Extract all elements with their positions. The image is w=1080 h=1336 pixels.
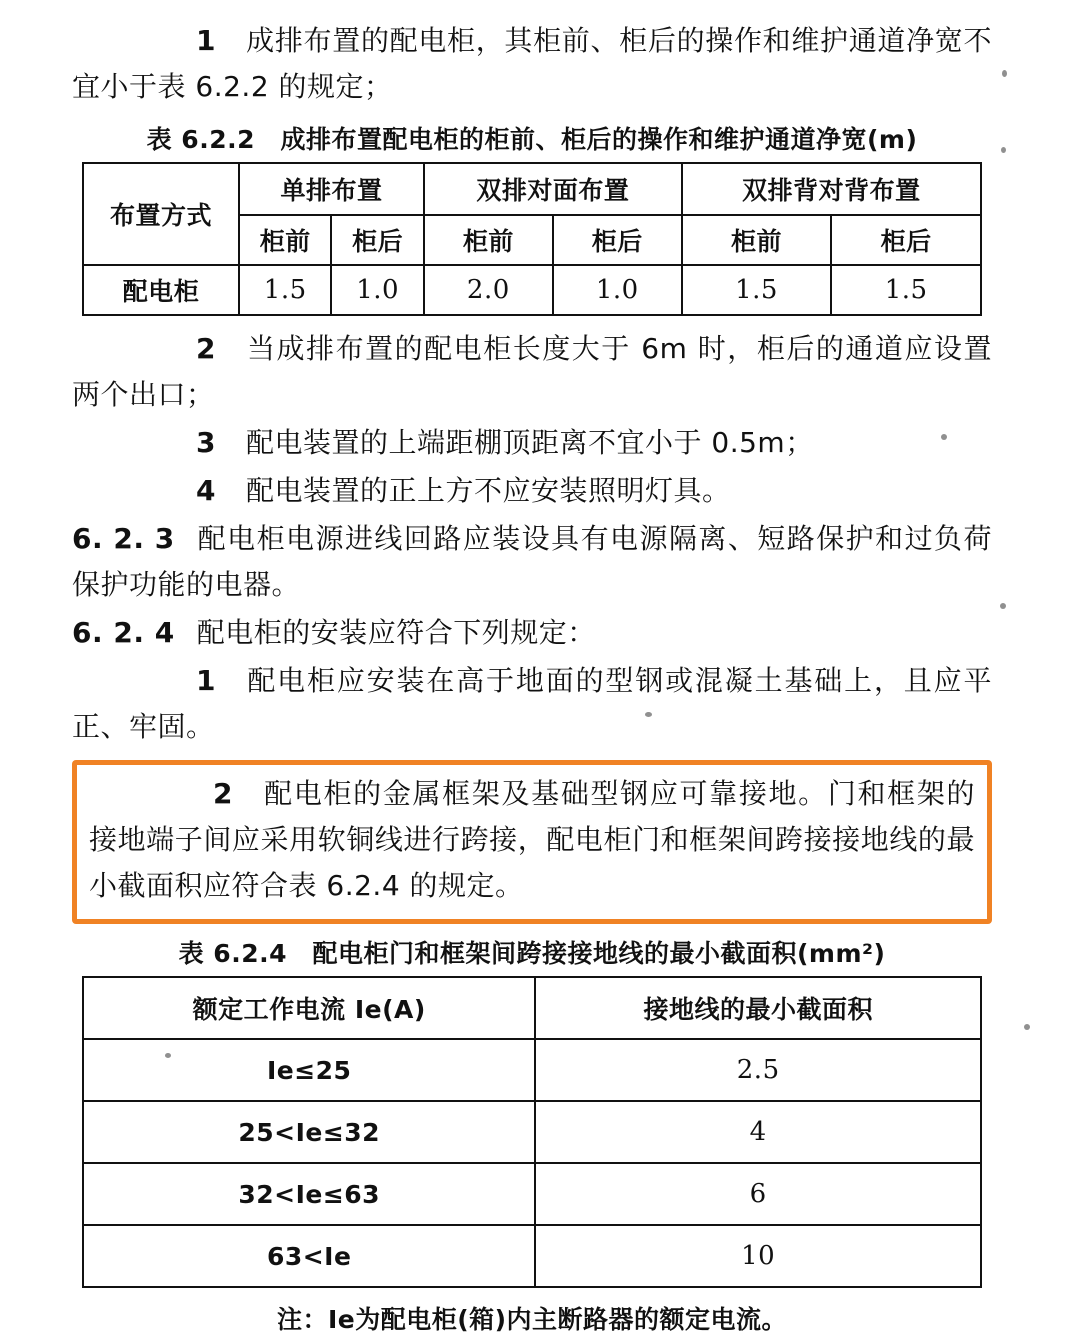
table-624-cell-area: 10 bbox=[535, 1225, 981, 1287]
paragraph-item-4 bbox=[72, 468, 992, 514]
paragraph-number: 2 bbox=[213, 777, 233, 810]
table-row bbox=[83, 1225, 981, 1287]
paragraph-text: 配电柜应安装在高于地面的型钢或混凝土基础上，且应平正、牢固。 bbox=[72, 664, 992, 743]
scan-speck bbox=[1024, 1024, 1030, 1030]
table-622-sub-header: 柜前 bbox=[239, 215, 331, 265]
table-622-sub-header: 柜前 bbox=[424, 215, 553, 265]
table-624-cell-area: 6 bbox=[535, 1163, 981, 1225]
table-622-cell: 1.5 bbox=[682, 265, 832, 315]
paragraph-text: 成排布置的配电柜，其柜前、柜后的操作和维护通道净宽不宜小于表 6.2.2 的规定； bbox=[72, 24, 992, 103]
table-622-sub-header: 柜后 bbox=[553, 215, 682, 265]
paragraph-text: 配电装置的上端距棚顶距离不宜小于 0.5m； bbox=[245, 426, 814, 459]
clause-text: 配电柜的安装应符合下列规定： bbox=[196, 616, 596, 649]
clause-number: 6. 2. 4 bbox=[72, 616, 175, 649]
paragraph-clause-6-2-3 bbox=[72, 516, 992, 608]
table-row bbox=[83, 163, 981, 215]
table-622-sub-header: 柜后 bbox=[331, 215, 423, 265]
table-622-group-header: 双排对面布置 bbox=[424, 163, 682, 215]
paragraph-item-1 bbox=[72, 18, 992, 110]
table-row bbox=[83, 977, 981, 1039]
table-622-cell: 1.5 bbox=[831, 265, 981, 315]
table-624-header: 接地线的最小截面积 bbox=[535, 977, 981, 1039]
paragraph-item-3 bbox=[72, 420, 992, 466]
table-row bbox=[83, 1101, 981, 1163]
table-622-sub-header: 柜前 bbox=[682, 215, 832, 265]
highlight-box bbox=[72, 760, 992, 924]
table-624-cell-current: 63<Ie bbox=[83, 1225, 535, 1287]
table-624-cell-area: 4 bbox=[535, 1101, 981, 1163]
table-622-cell: 2.0 bbox=[424, 265, 553, 315]
table-622-row-label: 配电柜 bbox=[83, 265, 239, 315]
table-row bbox=[83, 265, 981, 315]
table-624-cell-area: 2.5 bbox=[535, 1039, 981, 1101]
scan-speck bbox=[1002, 70, 1007, 77]
clause-number: 6. 2. 3 bbox=[72, 522, 175, 555]
scan-speck bbox=[1001, 147, 1006, 153]
clause-text: 配电柜电源进线回路应装设具有电源隔离、短路保护和过负荷保护功能的电器。 bbox=[72, 522, 992, 601]
paragraph-number: 3 bbox=[196, 426, 216, 459]
table-624-cell-current: 25<Ie≤32 bbox=[83, 1101, 535, 1163]
paragraph-number: 2 bbox=[196, 332, 216, 365]
table-624-caption: 表 6.2.4 配电柜门和框架间跨接接地线的最小截面积(mm²) bbox=[178, 939, 886, 968]
scan-speck bbox=[1000, 603, 1006, 609]
table-624-header: 额定工作电流 Ie(A) bbox=[83, 977, 535, 1039]
paragraph-number: 1 bbox=[196, 664, 216, 697]
paragraph-clause-6-2-4 bbox=[72, 610, 992, 656]
paragraph-text: 配电柜的金属框架及基础型钢应可靠接地。门和框架的接地端子间应采用软铜线进行跨接，配电柜门和框架间跨接接地线的最小截面积应符合表 6.2.4 的规定。 bbox=[89, 777, 975, 902]
table-622-sub-header: 柜后 bbox=[831, 215, 981, 265]
table-624 bbox=[82, 976, 982, 1288]
table-622-caption: 表 6.2.2 成排布置配电柜的柜前、柜后的操作和维护通道净宽(m) bbox=[146, 125, 918, 154]
paragraph-text: 当成排布置的配电柜长度大于 6m 时，柜后的通道应设置两个出口； bbox=[72, 332, 992, 411]
table-622-cell: 1.0 bbox=[553, 265, 682, 315]
table-624-cell-current: Ie≤25 bbox=[83, 1039, 535, 1101]
table-622-group-header: 单排布置 bbox=[239, 163, 424, 215]
paragraph-number: 4 bbox=[196, 474, 216, 507]
table-row bbox=[83, 1039, 981, 1101]
table-622-group-header: 双排背对背布置 bbox=[682, 163, 981, 215]
table-622 bbox=[82, 162, 982, 316]
table-624-note: 注：Ie为配电柜(箱)内主断路器的额定电流。 bbox=[276, 1305, 788, 1334]
paragraph-number: 1 bbox=[196, 24, 216, 57]
document-body bbox=[72, 18, 992, 1336]
paragraph-item-6-2-4-1 bbox=[72, 658, 992, 750]
table-622-cell: 1.0 bbox=[331, 265, 423, 315]
table-622-cell: 1.5 bbox=[239, 265, 331, 315]
table-624-cell-current: 32<Ie≤63 bbox=[83, 1163, 535, 1225]
table-row bbox=[83, 1163, 981, 1225]
table-622-row-header-label: 布置方式 bbox=[83, 163, 239, 265]
paragraph-item-2 bbox=[72, 326, 992, 418]
paragraph-text: 配电装置的正上方不应安装照明灯具。 bbox=[245, 474, 731, 507]
paragraph-item-6-2-4-2 bbox=[89, 771, 975, 909]
